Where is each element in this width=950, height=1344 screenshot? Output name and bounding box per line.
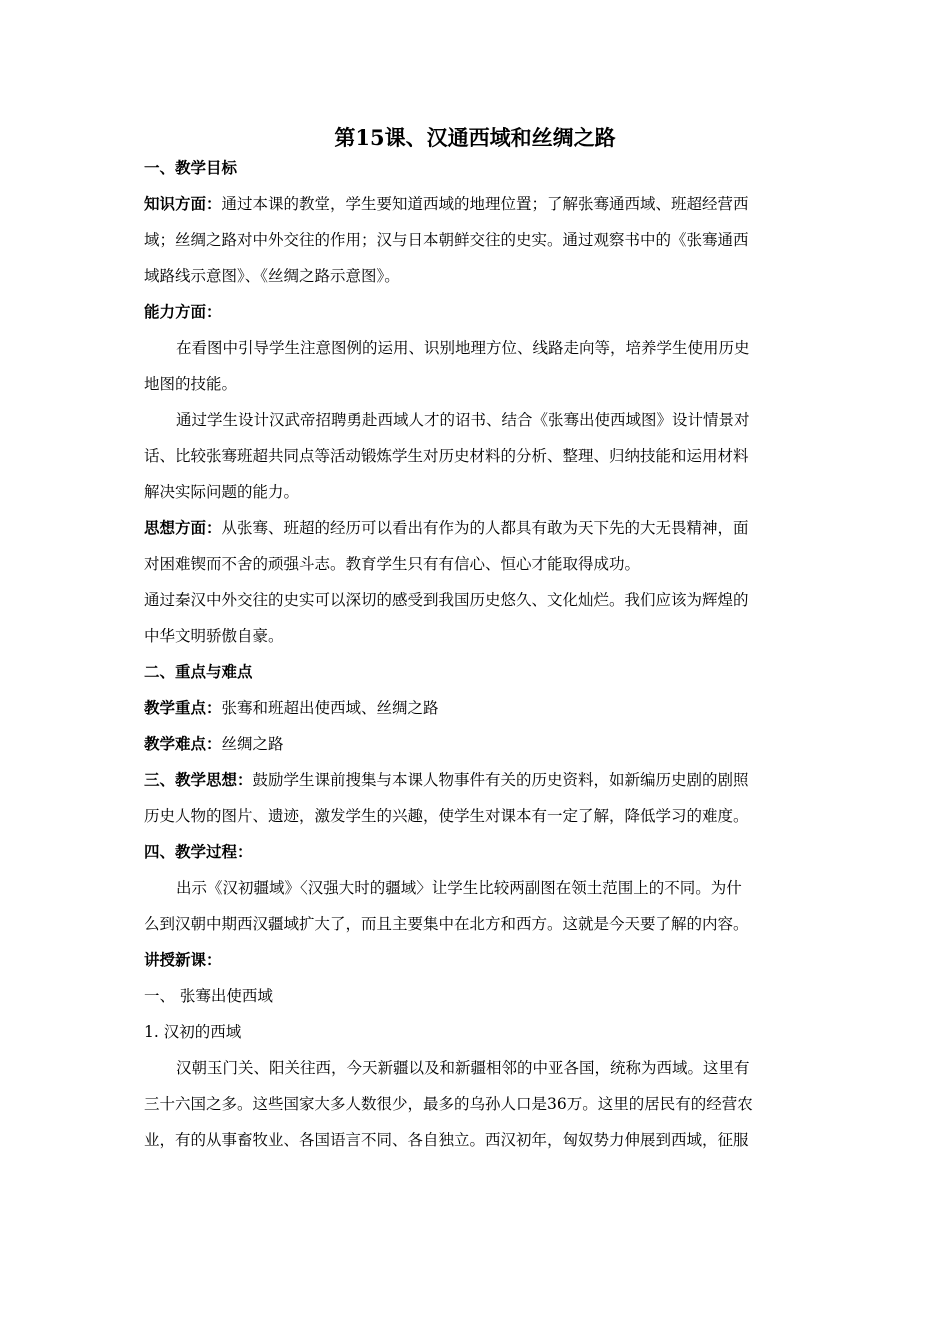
knowledge-text-1: 通过本课的教堂，学生要知道西域的地理位置；了解张骞通西域、班超经营西 — [221, 195, 749, 213]
thought-line-2: 对困难锲而不舍的顽强斗志。教育学生只有有信心、恒心才能取得成功。 — [144, 555, 641, 573]
section-heading-objectives: 一、教学目标 — [144, 158, 238, 177]
section-heading-process: 四、教学过程： — [144, 842, 253, 861]
part-1-heading: 一、 张骞出使西域 — [144, 987, 273, 1005]
thought-label: 思想方面： — [144, 518, 222, 537]
intro-line-1: 出示《汉初疆域》〈汉强大时的疆域〉让学生比较两副图在领土范围上的不同。为什 — [176, 879, 742, 897]
knowledge-line-3: 域路线示意图》、《丝绸之路示意图》。 — [144, 267, 400, 285]
paragraph-line-3: 业，有的从事畜牧业、各国语言不同、各自独立。西汉初年，匈奴势力伸展到西域，征服 — [144, 1131, 749, 1149]
difficult-point-text: 丝绸之路 — [221, 735, 284, 753]
thought-text-1: 从张骞、班超的经历可以看出有作为的人都具有敢为天下先的大无畏精神，面 — [221, 519, 749, 537]
ability-p2-line-1: 通过学生设计汉武帝招聘勇赴西域人才的诏书、结合《张骞出使西域图》设计情景对 — [176, 411, 750, 429]
teaching-idea-line-2: 历史人物的图片、遗迹，激发学生的兴趣，使学生对课本有一定了解，降低学习的难度。 — [144, 807, 749, 825]
key-point-line — [144, 690, 808, 726]
ability-p1-line-2: 地图的技能。 — [144, 375, 238, 393]
teaching-idea-label: 三、教学思想： — [144, 770, 253, 789]
ability-p2-line-3: 解决实际问题的能力。 — [144, 483, 300, 501]
document-title: 第15课、汉通西域和丝绸之路 — [334, 125, 616, 150]
ability-p1-line-1: 在看图中引导学生注意图例的运用、识别地理方位、线路走向等，培养学生使用历史 — [176, 339, 750, 357]
knowledge-label: 知识方面： — [144, 194, 222, 213]
ability-p2-line-2: 话、比较张骞班超共同点等活动锻炼学生对历史材料的分析、整理、归纳技能和运用材料 — [144, 447, 749, 465]
ability-label: 能力方面： — [144, 302, 222, 321]
teaching-idea-text-1: 鼓励学生课前搜集与本课人物事件有关的历史资料，如新编历史剧的剧照 — [252, 771, 749, 789]
difficult-point-label: 教学难点： — [144, 734, 222, 753]
thought-p2-line-1: 通过秦汉中外交往的史实可以深切的感受到我国历史悠久、文化灿烂。我们应该为辉煌的 — [144, 591, 749, 609]
intro-line-2: 么到汉朝中期西汉疆域扩大了，而且主要集中在北方和西方。这就是今天要了解的内容。 — [144, 915, 749, 933]
thought-line-1 — [144, 510, 808, 546]
new-lesson-heading: 讲授新课： — [144, 950, 222, 969]
knowledge-line-2: 域；丝绸之路对中外交往的作用；汉与日本朝鲜交往的史实。通过观察书中的《张骞通西 — [144, 231, 749, 249]
key-point-text: 张骞和班超出使西域、丝绸之路 — [221, 699, 439, 717]
key-point-label: 教学重点： — [144, 698, 222, 717]
difficult-point-line — [144, 726, 808, 762]
section-heading-key-points: 二、重点与难点 — [144, 662, 253, 681]
paragraph-line-2: 三十六国之多。这些国家大多人数很少，最多的乌孙人口是36万。这里的居民有的经营农 — [144, 1095, 753, 1113]
paragraph-line-1: 汉朝玉门关、阳关往西，今天新疆以及和新疆相邻的中亚各国，统称为西域。这里有 — [176, 1059, 750, 1077]
thought-p2-line-2: 中华文明骄傲自豪。 — [144, 627, 284, 645]
teaching-idea-line-1 — [144, 762, 808, 798]
document-body — [144, 150, 808, 1158]
sub-1-heading: 1. 汉初的西域 — [144, 1023, 242, 1041]
knowledge-line-1 — [144, 186, 808, 222]
